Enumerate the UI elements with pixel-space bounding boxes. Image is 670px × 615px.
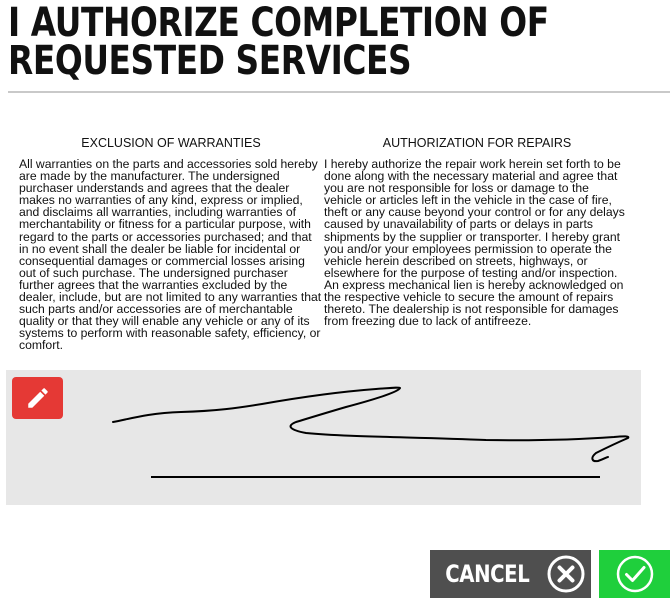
pencil-icon [25, 385, 51, 411]
authorization-heading: AUTHORIZATION FOR REPAIRS [382, 136, 572, 150]
check-circle-icon [616, 555, 654, 593]
signature-drawing [6, 370, 641, 505]
warranties-text: All warranties on the parts and accessories sold hereby are made by the manufacturer. The undersigned purchaser understands and agrees that the dealer makes no warranties of any kind, express or implied, and disclaims all warranties, including warranties of merchantability or fitness for a particular purpose, with regard to the parts or accessories purchased; and that in no event shall the dealer be liable for incidental or consequential damages or commercial losses arising out of such purchase. The undersigned purchaser further agrees that the warranties excluded by the dealer, include, but are not limited to any warranties that such parts and/or accessories are of merchantable quality or that they will enable any vehicle or any of its systems to perform with reasonable safety, efficiency, or comfort. [19, 157, 322, 353]
confirm-button[interactable] [599, 550, 670, 598]
warranties-heading: EXCLUSION OF WARRANTIES [81, 136, 261, 150]
cancel-button[interactable] [430, 550, 591, 598]
title-divider [8, 91, 670, 93]
close-circle-icon [547, 555, 585, 593]
edit-signature-button[interactable] [12, 377, 63, 419]
page-title-line-2: REQUESTED SERVICES [8, 38, 412, 84]
page-title-line-1: I AUTHORIZE COMPLETION OF [8, 0, 549, 46]
signature-pad[interactable] [6, 370, 641, 505]
authorization-text: I hereby authorize the repair work herein set forth to be done along with the necessary material and agree that you are not responsible for loss or damage to the vehicle or articles left in the vehicle in the case of fire, theft or any cause beyond your control or for any delays caused by unavailability of parts or delays in parts shipments by the supplier or transporter. I hereby grant you and/or your employees permission to operate the vehicle herein described on streets, highways, or elsewhere for the purpose of testing and/or inspection. An express mechanical lien is hereby acknowledged on the respective vehicle to secure the amount of repairs thereto. The dealership is not responsible for damages from freezing due to lack of antifreeze. [324, 157, 625, 329]
cancel-button-label: CANCEL [445, 560, 530, 588]
page-title [8, 0, 549, 84]
